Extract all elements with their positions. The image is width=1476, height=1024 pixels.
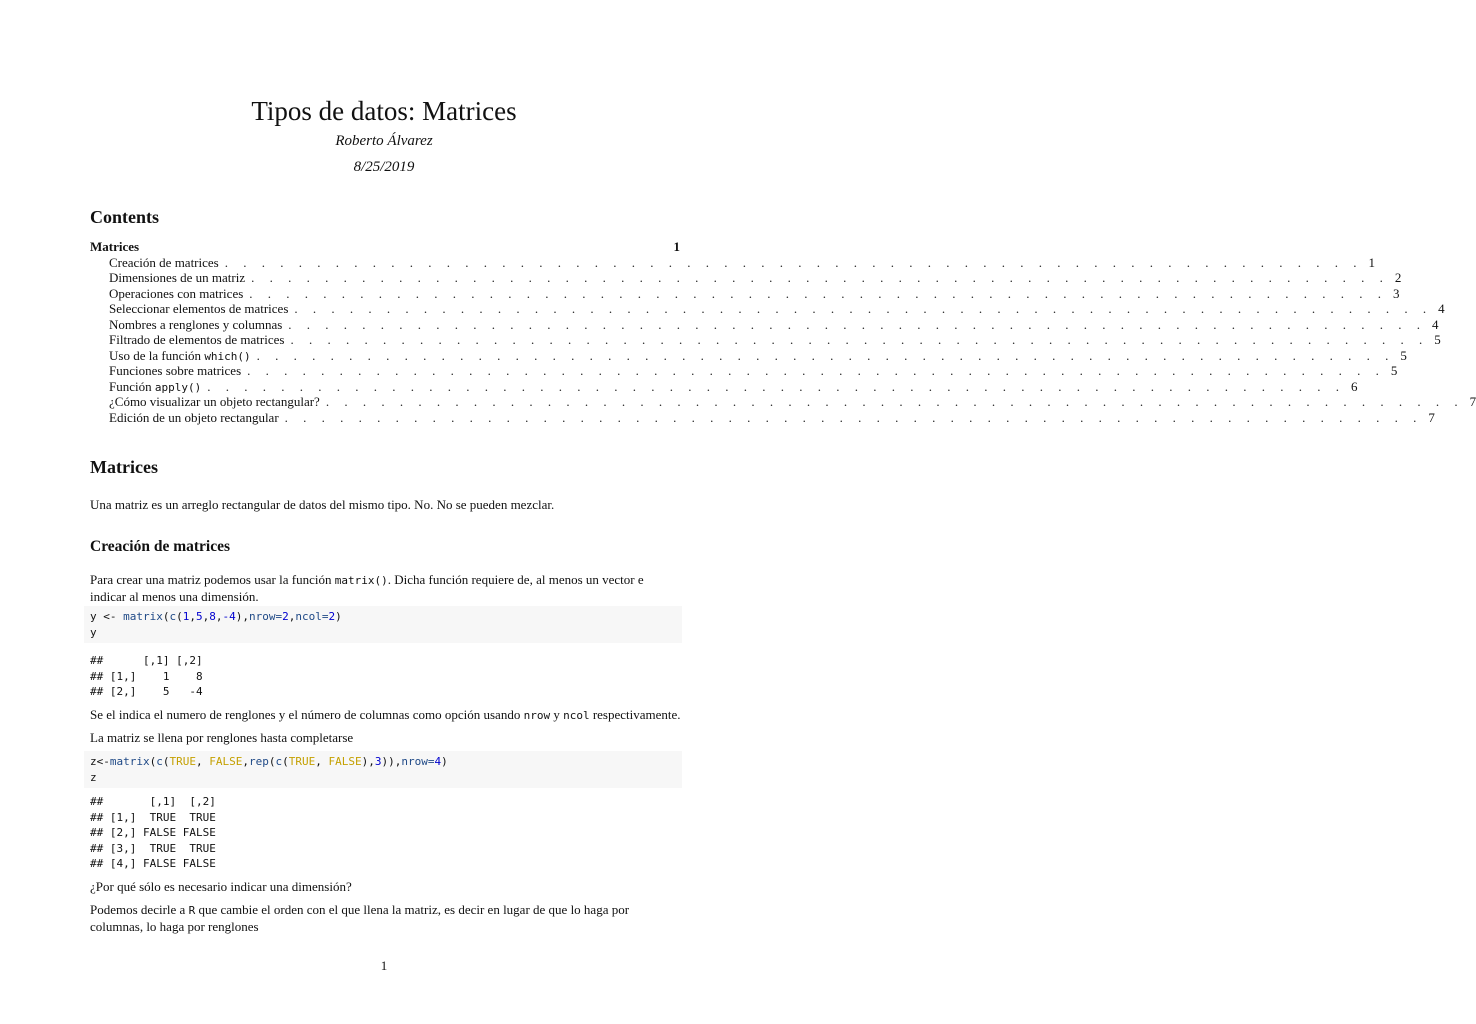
toc-entry-page: 2	[1394, 270, 1402, 285]
toc-entry-page: 5	[1400, 347, 1407, 363]
text-span: y	[550, 707, 564, 722]
toc-entry-page: 7	[1469, 394, 1476, 409]
toc-entry[interactable]	[90, 378, 1358, 395]
toc-entry-label: Edición de un objeto rectangular	[109, 409, 279, 425]
code-block-2	[84, 751, 682, 788]
creacion-paragraph-4: ¿Por qué sólo es necesario indicar una dimensión?	[90, 879, 352, 894]
output-line: ## [1,] TRUE TRUE	[90, 810, 216, 824]
toc-entry-label	[109, 379, 201, 396]
output-line: ## [4,] FALSE FALSE	[90, 857, 216, 870]
toc-entry-page: 1	[673, 239, 680, 254]
creacion-paragraph-2	[90, 707, 682, 724]
code-line: z	[90, 770, 97, 784]
toc-label-code: which()	[204, 349, 251, 363]
code-line: y	[90, 625, 97, 639]
page-number: 1	[380, 958, 388, 973]
toc-leader-dots: . . . . . . . . . . . . . . . . . . . . . . . . . . . . . . . . . . . . . . . . . . . . . . . . . . . . . . . . . . . . . .	[288, 316, 1427, 332]
toc-entry-label: Funciones sobre matrices	[109, 363, 242, 378]
code-output-1	[90, 653, 203, 700]
toc-label-code: apply()	[154, 380, 202, 394]
creacion-paragraph-1	[90, 572, 682, 604]
creacion-paragraph-5	[90, 902, 682, 934]
text-span: Se el indica el numero de renglones y el número de columnas como opción usando	[90, 707, 524, 722]
toc-leader-dots: . . . . . . . . . . . . . . . . . . . . . . . . . . . . . . . . . . . . . . . . . . . . . . . . . . . . . . . . . . . . . .	[290, 332, 1429, 347]
toc-entry-label	[109, 348, 251, 365]
toc-entry-page: 4	[1432, 316, 1439, 332]
table-of-contents	[90, 239, 1476, 425]
toc-entry-page: 7	[1428, 409, 1435, 425]
contents-heading: Contents	[90, 207, 160, 227]
toc-entry-page: 3	[1393, 285, 1400, 301]
text-span: Podemos decirle a	[90, 902, 189, 917]
output-line: ## [3,] TRUE TRUE	[90, 841, 216, 855]
inline-code-ncol: ncol	[563, 709, 590, 722]
toc-leader-dots: . . . . . . . . . . . . . . . . . . . . . . . . . . . . . . . . . . . . . . . . . . . . . . . . . . . . . . . . . . . . . .	[294, 301, 1433, 316]
document-date: 8/25/2019	[353, 159, 415, 175]
output-line: ## [2,] FALSE FALSE	[90, 826, 216, 839]
toc-leader-dots: . . . . . . . . . . . . . . . . . . . . . . . . . . . . . . . . . . . . . . . . . . . . . . . . . . . . . . . . . . . . . .	[247, 363, 1385, 378]
toc-label-text: Uso de la función	[109, 347, 205, 363]
matrices-intro-paragraph: Una matriz es un arreglo rectangular de datos del mismo tipo. No. No se pueden mezclar.	[90, 497, 555, 512]
output-line: ## [,1] [,2]	[90, 654, 203, 667]
toc-entry[interactable]	[90, 347, 1407, 364]
toc-leader-dots: . . . . . . . . . . . . . . . . . . . . . . . . . . . . . . . . . . . . . . . . . . . . . . . . . . . . . . . . . . . . . .	[207, 378, 1345, 394]
text-span: . Dicha función requiere de, al menos un vector e indicar al menos una dimensión.	[90, 572, 644, 604]
toc-entry-page: 1	[1368, 254, 1375, 270]
text-span: Para crear una matriz podemos usar la función	[90, 572, 335, 587]
inline-code-r: R	[188, 904, 196, 917]
text-span: que cambie el orden con el que llena la matriz, es decir en lugar de que lo haga por columnas, lo haga por renglones	[90, 902, 630, 934]
toc-entry-page: 4	[1438, 301, 1445, 316]
toc-leader-dots: . . . . . . . . . . . . . . . . . . . . . . . . . . . . . . . . . . . . . . . . . . . . . . . . . . . . . . . . . . . . . .	[325, 394, 1464, 409]
code-output-2	[90, 794, 216, 872]
output-line: ## [1,] 1 8	[90, 669, 203, 683]
toc-entry[interactable]	[90, 363, 1398, 379]
code-line: z<-matrix(c(TRUE, FALSE,rep(c(TRUE, FALSE),3)),nrow=4)	[90, 755, 448, 768]
toc-entry-label: Nombres a renglones y columnas	[109, 316, 283, 332]
toc-entry-label: Dimensiones de un matriz	[109, 270, 246, 285]
toc-leader-dots: . . . . . . . . . . . . . . . . . . . . . . . . . . . . . . . . . . . . . . . . . . . . . . . . . . . . . . . . . . . . . .	[249, 285, 1388, 301]
subsection-heading-creacion: Creación de matrices	[90, 538, 231, 555]
inline-code-matrix: matrix()	[334, 574, 388, 587]
toc-leader-dots: . . . . . . . . . . . . . . . . . . . . . . . . . . . . . . . . . . . . . . . . . . . . . . . . . . . . . . . . . . . . . .	[251, 270, 1389, 285]
toc-entry-label: ¿Cómo visualizar un objeto rectangular?	[109, 394, 320, 409]
toc-entry[interactable]	[90, 332, 1441, 348]
section-heading-matrices: Matrices	[90, 457, 158, 477]
toc-entry-label: Seleccionar elementos de matrices	[109, 301, 289, 316]
toc-entry[interactable]	[90, 270, 1402, 286]
toc-entry[interactable]	[90, 394, 1476, 410]
toc-leader-dots: . . . . . . . . . . . . . . . . . . . . . . . . . . . . . . . . . . . . . . . . . . . . . . . . . . . . . . . . . . . . . .	[224, 254, 1363, 270]
toc-entry[interactable]	[90, 409, 1435, 426]
toc-entry-label: Operaciones con matrices	[109, 285, 244, 301]
toc-entry[interactable]	[90, 285, 1400, 302]
toc-label-text: Función	[109, 378, 155, 394]
document-author: Roberto Álvarez	[335, 133, 433, 149]
toc-entry-page: 5	[1434, 332, 1441, 347]
text-span: respectivamente.	[589, 707, 681, 722]
toc-entry-label: Creación de matrices	[109, 254, 219, 270]
toc-entry-label: Matrices	[90, 239, 140, 254]
code-line: y <- matrix(c(1,5,8,-4),nrow=2,ncol=2)	[90, 610, 342, 623]
document-title: Tipos de datos: Matrices	[251, 96, 517, 126]
creacion-paragraph-3: La matriz se llena por renglones hasta completarse	[90, 730, 354, 745]
toc-entry[interactable]	[90, 316, 1439, 333]
output-line: ## [,1] [,2]	[90, 795, 216, 808]
toc-entry-label: Filtrado de elementos de matrices	[109, 332, 285, 347]
code-block-1	[84, 606, 682, 643]
toc-entry[interactable]	[90, 254, 1375, 271]
inline-code-nrow: nrow	[523, 709, 551, 722]
toc-entry-page: 6	[1350, 378, 1358, 394]
toc-leader-dots: . . . . . . . . . . . . . . . . . . . . . . . . . . . . . . . . . . . . . . . . . . . . . . . . . . . . . . . . . . . . . .	[284, 409, 1423, 425]
toc-entry[interactable]	[90, 301, 1445, 317]
output-line: ## [2,] 5 -4	[90, 685, 203, 698]
toc-entry-page: 5	[1390, 363, 1398, 378]
toc-leader-dots: . . . . . . . . . . . . . . . . . . . . . . . . . . . . . . . . . . . . . . . . . . . . . . . . . . . . . . . . . . . . . .	[256, 347, 1395, 363]
toc-entry[interactable]	[90, 239, 680, 255]
